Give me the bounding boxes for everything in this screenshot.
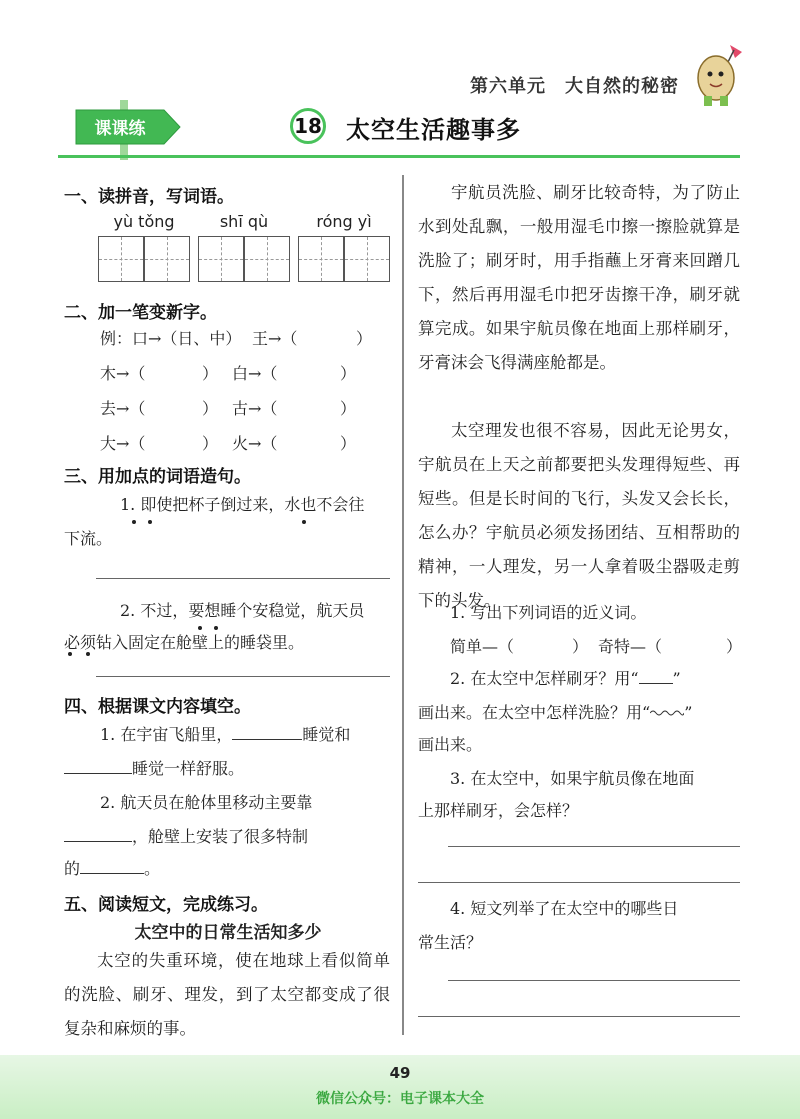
header-divider [58,155,740,158]
question-text: 2. 在太空中怎样刷牙？用“ [450,669,639,688]
char-prompt: 大→（ [100,434,146,453]
writing-grid-box[interactable] [244,236,290,282]
lesson-badge-sign [72,100,184,160]
emphasis-dot [148,520,152,524]
sentence-prompt: 1. 即使把杯子倒过来，水也不会往 [120,495,365,514]
pinyin-3: róng yì [316,212,372,231]
straight-line-sample [639,665,673,684]
char-close: ） [202,364,219,383]
passage-intro: 太空的失重环境，使在地球上看似简单的洗脸、刷牙、理发，到了太空都变成了很复杂和麻烦的事。 [64,951,390,1038]
fill-text: 的 [64,859,81,878]
pinyin-2: shī qù [219,212,269,231]
footer-text: 微信公众号：电子课本大全 [316,1091,484,1107]
question-2-cont [418,696,692,730]
section-2-title: 二、加一笔变新字。 [64,303,217,323]
emphasis-dot [132,520,136,524]
example-text: 例：口→（日、中） [100,329,242,348]
emphasis-dot [86,652,90,656]
sentence-prompt: 必须钻入固定在舱壁上的睡袋里。 [64,633,305,652]
fill-text: ，舱壁上安装了很多特制 [132,827,309,846]
emphasis-dot [302,520,306,524]
char-close: ） [340,434,357,453]
writing-grid-box[interactable] [344,236,390,282]
section-3-title: 三、用加点的词语造句。 [64,467,251,487]
fill-text: 1. 在宇宙飞船里， [100,725,233,744]
fill-sentence [100,718,350,752]
passage-paragraph-1: 宇航员洗脸、刷牙比较奇特，为了防止水到处乱飘，一般用湿毛巾擦一擦脸就算是洗脸了；刷牙时，用手指蘸上牙膏来回蹭几下，然后再用湿毛巾把牙齿擦干净，刷牙就算完成。如果宇航员像在地面上那样刷牙，牙膏沫会飞得满座舱都是。 [418,183,740,372]
char-close: ） [202,399,219,418]
char-close: ） [340,364,357,383]
char-prompt: 木→（ [100,364,146,383]
column-divider [402,175,404,1035]
synonym-prompt: 简单—（ [450,637,515,656]
writing-grid-box[interactable] [98,236,144,282]
writing-grid-box[interactable] [198,236,244,282]
question-2 [450,662,681,696]
section-4-title: 四、根据课文内容填空。 [64,697,251,717]
section-5-title: 五、阅读短文，完成练习。 [64,895,268,915]
char-close: ） [202,434,219,453]
synonym-close: ） [572,637,589,656]
lesson-number: 18 [290,108,326,144]
passage-title: 太空中的日常生活知多少 [134,923,322,943]
answer-line[interactable] [448,846,740,847]
fill-sentence: 2. 航天员在舱体里移动主要靠 [100,793,313,812]
question-4: 4. 短文列举了在太空中的哪些日 [450,899,679,918]
fill-text: 睡觉和 [302,725,351,744]
answer-line[interactable] [448,980,740,981]
char-prompt: 王→（ [252,329,298,348]
fill-text: 。 [144,859,161,878]
question-3: 3. 在太空中，如果宇航员像在地面 [450,769,695,788]
emphasis-dot [68,652,72,656]
badge-label: 课课练 [94,119,146,139]
fill-sentence [64,752,244,786]
question-1: 1. 写出下列词语的近义词。 [450,603,647,622]
question-text: ” [684,703,693,722]
writing-grid-box[interactable] [298,236,344,282]
answer-line[interactable] [96,676,390,677]
char-prompt: 白→（ [232,364,278,383]
char-close: ） [356,329,373,348]
answer-line[interactable] [96,578,390,579]
page-number: 49 [389,1064,411,1082]
question-text: ” [672,669,681,688]
fill-blank[interactable] [232,721,302,740]
fill-blank[interactable] [80,855,144,874]
writing-grid-box[interactable] [144,236,190,282]
synonym-close: ） [726,637,743,656]
fill-blank[interactable] [64,755,132,774]
char-close: ） [340,399,357,418]
question-4-cont: 常生活？ [418,933,483,952]
char-prompt: 古→（ [232,399,278,418]
sentence-prompt: 下流。 [64,529,113,548]
wavy-line-sample [650,696,684,730]
question-2-end: 画出来。 [418,735,483,754]
unit-title: 第六单元 大自然的秘密 [470,76,679,97]
section-1-title: 一、读拼音，写词语。 [64,187,234,207]
answer-line[interactable] [418,1016,740,1017]
char-prompt: 去→（ [100,399,146,418]
lesson-title: 太空生活趣事多 [346,116,521,144]
mascot-illustration [690,40,750,110]
sentence-prompt: 2. 不过，要想睡个安稳觉，航天员 [120,601,365,620]
fill-sentence [64,820,308,854]
char-prompt: 火→（ [232,434,278,453]
question-text: 画出来。在太空中怎样洗脸？用“ [418,703,651,722]
fill-text: 睡觉一样舒服。 [132,759,245,778]
fill-blank[interactable] [64,823,132,842]
answer-line[interactable] [418,882,740,883]
passage-paragraph-2: 太空理发也很不容易，因此无论男女，宇航员在上天之前都要把头发理得短些、再短些。但是长时间的飞行，头发又会长长，怎么办？宇航员必须发扬团结、互相帮助的精神，一人理发，另一人拿着吸尘器吸走剪下的头发。 [418,421,740,610]
synonym-prompt: 奇特—（ [598,637,663,656]
pinyin-1: yù tǒng [113,212,175,231]
question-3-cont: 上那样刷牙，会怎样？ [418,801,579,820]
fill-sentence [64,852,160,886]
